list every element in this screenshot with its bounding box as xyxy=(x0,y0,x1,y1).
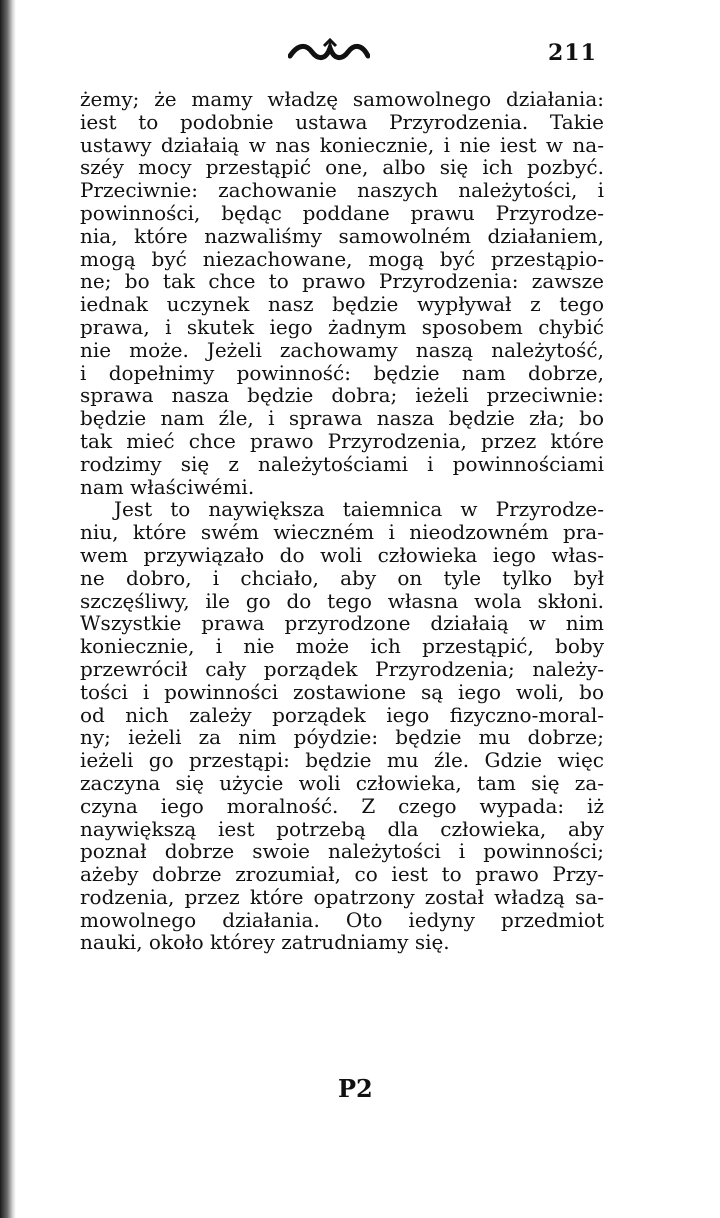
text-line: naywiększą iest potrzebą dla człowieka, aby xyxy=(80,816,604,841)
text-line: wem przywiązało do woli człowieka iego włas- xyxy=(80,542,604,567)
book-spine-shadow xyxy=(0,0,16,1218)
text-line: mogą być niezachowane, mogą być przestąpio- xyxy=(80,246,604,271)
body-text xyxy=(80,88,604,954)
text-line: tak mieć chce prawo Przyrodzenia, przez które xyxy=(80,428,604,453)
text-line: będzie nam źle, i sprawa nasza będzie zła; bo xyxy=(80,406,604,431)
paragraph-container xyxy=(80,88,604,954)
text-line: rodzimy się z należytościami i powinnościami xyxy=(80,451,604,476)
text-line: i dopełnimy powinność: będzie nam dobrze, xyxy=(80,360,604,385)
text-line: széy mocy przestąpić one, albo się ich pozbyć. xyxy=(80,155,604,180)
text-line: ażeby dobrze zrozumiał, co iest to prawo Przy- xyxy=(80,862,604,887)
text-line: powinności, będąc poddane prawu Przyrodze- xyxy=(80,200,604,225)
text-line: Przeciwnie: zachowanie naszych należytości, i xyxy=(80,178,604,203)
text-line: nam właściwémi. xyxy=(80,474,255,499)
text-line: iednak uczynek nasz będzie wypływał z tego xyxy=(80,292,604,317)
text-line: Jest to naywiększa taiemnica w Przyrodze- xyxy=(114,497,604,522)
text-line: ustawy działaią w nas koniecznie, i nie iest w na- xyxy=(80,132,604,157)
printer-ornament-icon xyxy=(288,38,370,64)
page-number: 211 xyxy=(548,40,597,66)
text-line: prawa, i skutek iego żadnym sposobem chybić xyxy=(80,314,604,339)
text-line: sprawa nasza będzie dobra; ieżeli przeciwnie: xyxy=(80,383,604,408)
text-line: ne dobro, i chciało, aby on tyle tylko był xyxy=(80,565,604,590)
text-line: szczęśliwy, ile go do tego własna wola skłoni. xyxy=(80,588,604,613)
text-line: ieżeli go przestąpi: będzie mu źle. Gdzie więc xyxy=(80,748,604,773)
text-line: nauki, około którey zatrudniamy się. xyxy=(80,930,450,955)
text-line: ny; ieżeli za nim póydzie: będzie mu dobrze; xyxy=(80,725,604,750)
text-line: rodzenia, przez które opatrzony został władzą sa- xyxy=(80,884,604,909)
text-line: ne; bo tak chce to prawo Przyrodzenia: zawsze xyxy=(80,269,604,294)
text-line: zaczyna się użycie woli człowieka, tam się za- xyxy=(80,770,604,795)
text-line: koniecznie, i nie może ich przestąpić, boby xyxy=(80,634,604,659)
printer-signature-mark: P2 xyxy=(338,1074,373,1103)
text-line: nia, które nazwaliśmy samowolném działaniem, xyxy=(80,223,604,248)
text-line: nie może. Jeżeli zachowamy naszą należytość, xyxy=(80,337,604,362)
text-line: od nich zależy porządek iego fizyczno-moral- xyxy=(80,702,604,727)
text-line: poznał dobrze swoie należytości i powinności; xyxy=(80,839,604,864)
text-line: mowolnego działania. Oto iedyny przedmiot xyxy=(80,907,604,932)
text-line: czyna iego moralność. Z czego wypada: iż xyxy=(80,793,604,818)
text-line: przewrócił cały porządek Przyrodzenia; należy- xyxy=(80,656,604,681)
text-line: żemy; że mamy władzę samowolnego działania: xyxy=(80,87,604,111)
text-line: tości i powinności zostawione są iego woli, bo xyxy=(80,679,604,704)
text-line: iest to podobnie ustawa Przyrodzenia. Takie xyxy=(80,109,604,134)
text-line: Wszystkie prawa przyrodzone działaią w nim xyxy=(80,611,604,636)
text-line: niu, które swém wieczném i nieodzowném pra- xyxy=(80,520,604,545)
